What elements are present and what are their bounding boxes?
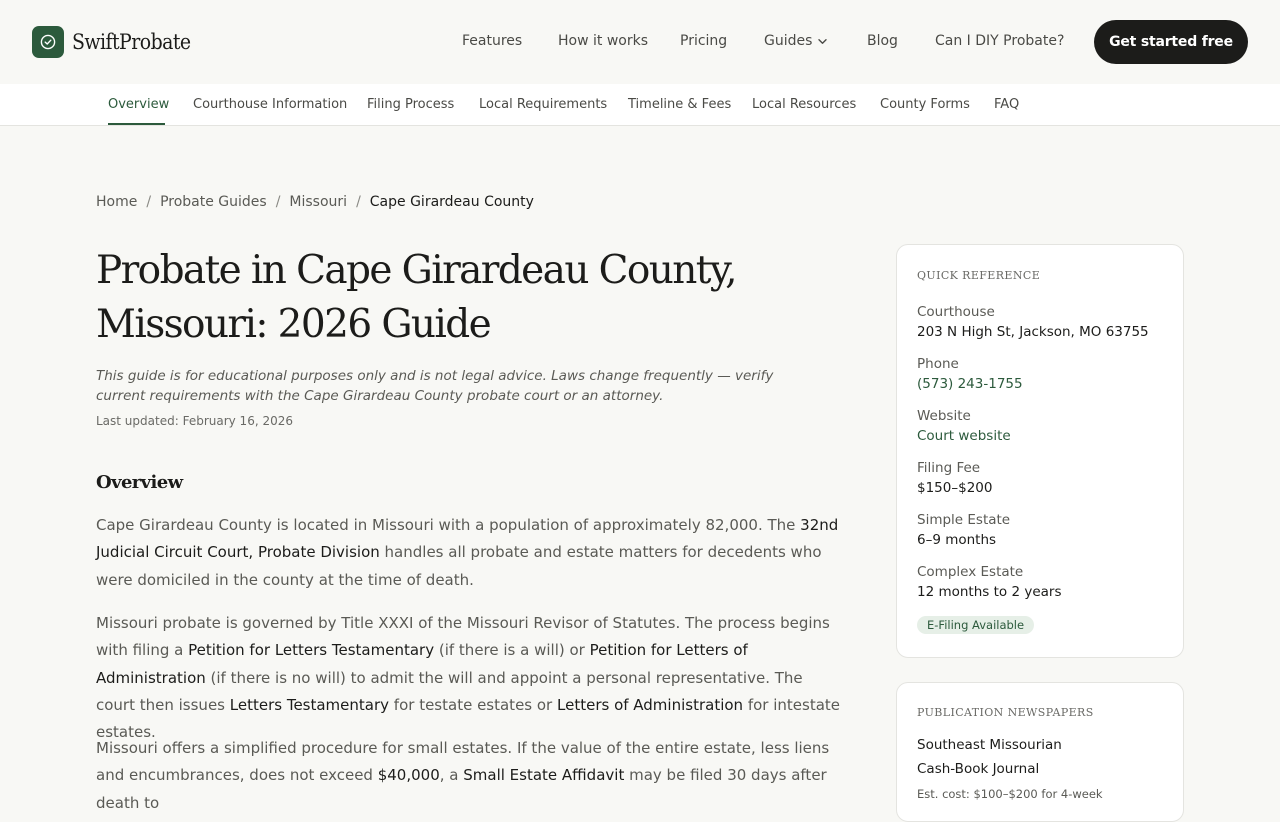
overview-paragraph-3 (96, 735, 846, 817)
nav-blog[interactable]: Blog (867, 33, 898, 49)
overview-paragraph-2 (96, 610, 846, 746)
tab-county-forms[interactable]: County Forms (880, 97, 970, 112)
text-segment: for testate estates or (389, 695, 557, 714)
breadcrumb-separator: / (146, 194, 152, 210)
text-segment: handles all probate and estate matters for decedents who were domiciled in the county at the time of death. (96, 543, 822, 589)
tab-local-requirements[interactable]: Local Requirements (479, 97, 608, 112)
e-filing-badge: E-Filing Available (917, 616, 1034, 634)
nav-guides[interactable] (764, 33, 828, 49)
breadcrumb (96, 194, 534, 210)
tab-overview[interactable]: Overview (108, 97, 170, 112)
breadcrumb-home[interactable]: Home (96, 194, 138, 210)
simple-estate-label: Simple Estate (917, 512, 1011, 528)
court-name: 32nd Judicial Circuit Court, Probate Division (96, 516, 839, 562)
quick-reference-heading: QUICK REFERENCE (917, 269, 1041, 282)
nav-pricing[interactable]: Pricing (680, 33, 728, 49)
phone-link[interactable]: (573) 243-1755 (917, 376, 1023, 392)
publication-cost: Est. cost: $100–$200 for 4-week (917, 787, 1103, 801)
nav-diy-probate[interactable]: Can I DIY Probate? (935, 33, 1065, 49)
brand-name: SwiftProbate (72, 30, 191, 54)
small-estate-limit: $40,000 (377, 766, 440, 785)
nav-how-it-works[interactable]: How it works (558, 33, 648, 49)
text-segment: may be filed 30 days after death to (96, 766, 827, 812)
website-label: Website (917, 408, 971, 424)
courthouse-row (917, 302, 1167, 342)
breadcrumb-current: Cape Girardeau County (369, 194, 534, 210)
phone-label: Phone (917, 356, 959, 372)
tab-timeline-fees[interactable]: Timeline & Fees (628, 97, 732, 112)
tab-faq[interactable]: FAQ (994, 97, 1020, 112)
small-estate-affidavit: Small Estate Affidavit (463, 766, 625, 785)
chevron-down-icon (817, 36, 828, 47)
publication-heading: PUBLICATION NEWSPAPERS (917, 706, 1094, 719)
breadcrumb-separator: / (275, 194, 281, 210)
complex-estate-row (917, 562, 1167, 602)
filing-fee-label: Filing Fee (917, 460, 981, 476)
letters-administration: Letters of Administration (557, 695, 744, 714)
website-row (917, 406, 1167, 446)
overview-heading: Overview (96, 472, 183, 493)
active-tab-indicator (108, 123, 165, 125)
last-updated: Last updated: February 16, 2026 (96, 414, 293, 428)
quick-reference-card (896, 244, 1184, 658)
check-circle-icon (32, 26, 64, 58)
text-segment: (if there is no will) to admit the will and appoint a personal representative. The court then issues (96, 668, 803, 714)
complex-estate-value: 12 months to 2 years (917, 584, 1062, 600)
courthouse-address: 203 N High St, Jackson, MO 63755 (917, 324, 1149, 340)
simple-estate-value: 6–9 months (917, 532, 997, 548)
phone-row (917, 354, 1167, 394)
text-segment: Missouri offers a simplified procedure for small estates. If the value of the entire estate, less liens and encumbrances, does not exceed (96, 739, 830, 785)
tab-filing-process[interactable]: Filing Process (367, 97, 455, 112)
letters-testamentary: Letters Testamentary (229, 695, 390, 714)
text-segment: Missouri probate is governed by Title XXXI of the Missouri Revisor of Statutes. The process begins with filing a (96, 614, 830, 660)
newspaper-item: Southeast Missourian (917, 737, 1062, 753)
nav-features[interactable]: Features (462, 33, 523, 49)
court-website-link[interactable]: Court website (917, 428, 1011, 444)
section-tabs (0, 84, 1280, 126)
breadcrumb-probate-guides[interactable]: Probate Guides (160, 194, 267, 210)
newspaper-item: Cash-Book Journal (917, 761, 1040, 777)
text-segment: for intestate estates. (96, 695, 841, 742)
petition-letters-testamentary: Petition for Letters Testamentary (188, 641, 435, 660)
brand-logo[interactable] (32, 26, 204, 58)
breadcrumb-missouri[interactable]: Missouri (289, 194, 348, 210)
publication-newspapers-card (896, 682, 1184, 822)
nav-guides-label: Guides (764, 33, 813, 49)
text-segment: , a (439, 766, 464, 785)
complex-estate-label: Complex Estate (917, 564, 1024, 580)
petition-letters-administration: Petition for Letters of Administration (96, 641, 748, 687)
get-started-button[interactable]: Get started free (1094, 20, 1248, 64)
page-title: Probate in Cape Girardeau County, Missouri: 2026 Guide (96, 248, 736, 347)
text-segment: (if there is a will) or (434, 641, 590, 660)
text-segment: Cape Girardeau County is located in Missouri with a population of approximately 82,000. The (96, 516, 801, 534)
overview-paragraph-1 (96, 512, 846, 594)
filing-fee-row (917, 458, 1167, 498)
site-header (0, 0, 1280, 84)
simple-estate-row (917, 510, 1167, 550)
filing-fee-value: $150–$200 (917, 480, 993, 496)
breadcrumb-separator: / (356, 194, 361, 210)
tab-local-resources[interactable]: Local Resources (752, 97, 857, 112)
courthouse-label: Courthouse (917, 304, 995, 320)
tab-courthouse-information[interactable]: Courthouse Information (193, 97, 348, 112)
legal-disclaimer: This guide is for educational purposes only and is not legal advice. Laws change frequently — verify current requirements with the Cape Girardeau County probate court or an attorney. (96, 368, 774, 404)
